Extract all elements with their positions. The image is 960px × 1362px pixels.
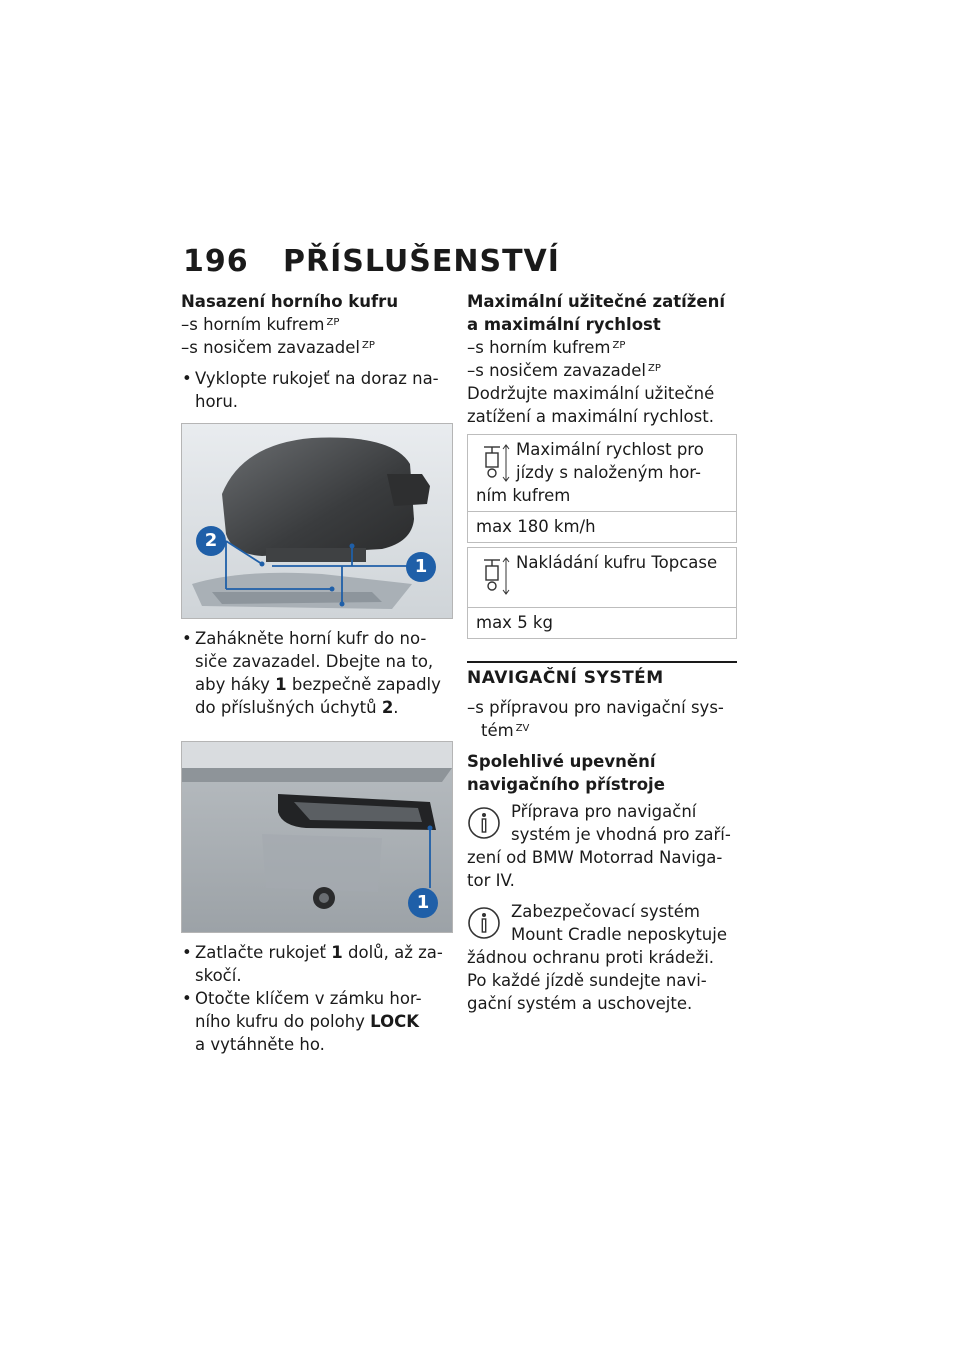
info-icon [467, 906, 501, 940]
step-2: • Zahákněte horní kufr do no- siče zavazadel. Dbejte na to, aby háky 1 bezpečně zapadly do příslušných úchytů 2. [181, 627, 453, 719]
weight-spec-icon [480, 443, 510, 483]
spec-max-speed-label: Maximální rychlost pro jízdy s naloženým hor- ním kufrem [468, 435, 736, 512]
condition-luggage-rack-r: – s nosičem zavazadel $^{ZP}$ [467, 359, 737, 382]
condition-topcase-r: – s horním kufrem $^{ZP}$ [467, 336, 737, 359]
callout-1-handle: 1 [408, 888, 438, 918]
step-4: • Otočte klíčem v zámku hor- ního kufru do polohy LOCK a vytáhněte ho. [181, 987, 453, 1056]
spec-max-speed-value: max 180 km/h [476, 517, 596, 536]
note-theft-warning: Zabezpečovací systém Mount Cradle neposkytuje žádnou ochranu proti krádeži. Po každé jízdě sundejte navi- gační systém a uschovejte. [467, 902, 727, 1013]
photo-topcase-handle [181, 741, 453, 933]
topcase-illustration [182, 424, 452, 618]
callout-1: 1 [406, 552, 436, 582]
right-column [467, 290, 737, 1015]
page-title: PŘÍSLUŠENSTVÍ [283, 244, 560, 279]
condition-topcase: – s horním kufrem $^{ZP}$ [181, 313, 453, 336]
subheading-secure-mount: Spolehlivé upevnění navigačního přístroje [467, 752, 665, 794]
condition-navigation: – s přípravou pro navigační sys- tém $^{ZV}$ [467, 696, 737, 742]
condition-luggage-rack: – s nosičem zavazadel $^{ZP}$ [181, 336, 453, 359]
section-heading-navigation: NAVIGAČNÍ SYSTÉM [467, 668, 664, 688]
step-3: • Zatlačte rukojeť 1 dolů, až za- skočí. [181, 941, 453, 987]
intro-text: Dodržujte maximální užitečné zatížení a maximální rychlost. [467, 384, 715, 426]
page-number: 196 [183, 244, 249, 279]
spec-table [467, 434, 737, 543]
heading-max-load: Maximální užitečné zatížení a maximální rychlost [467, 292, 726, 334]
left-column [181, 290, 453, 1056]
section-divider [467, 661, 737, 663]
spec-load-value: max 5 kg [476, 613, 553, 632]
heading-mount-topcase: Nasazení horního kufru [181, 292, 399, 311]
photo-topcase-rack [181, 423, 453, 619]
note-navigator-compat: Příprava pro navigační systém je vhodná pro zaří- zení od BMW Motorrad Naviga- tor IV. [467, 802, 731, 890]
weight-spec-icon [480, 556, 510, 596]
spec-table-2 [467, 547, 737, 639]
step-1: • Vyklopte rukojeť na doraz na- horu. [181, 367, 453, 413]
spec-load-label: Nakládání kufru Topcase [468, 548, 736, 608]
callout-2: 2 [196, 526, 226, 556]
info-icon [467, 806, 501, 840]
